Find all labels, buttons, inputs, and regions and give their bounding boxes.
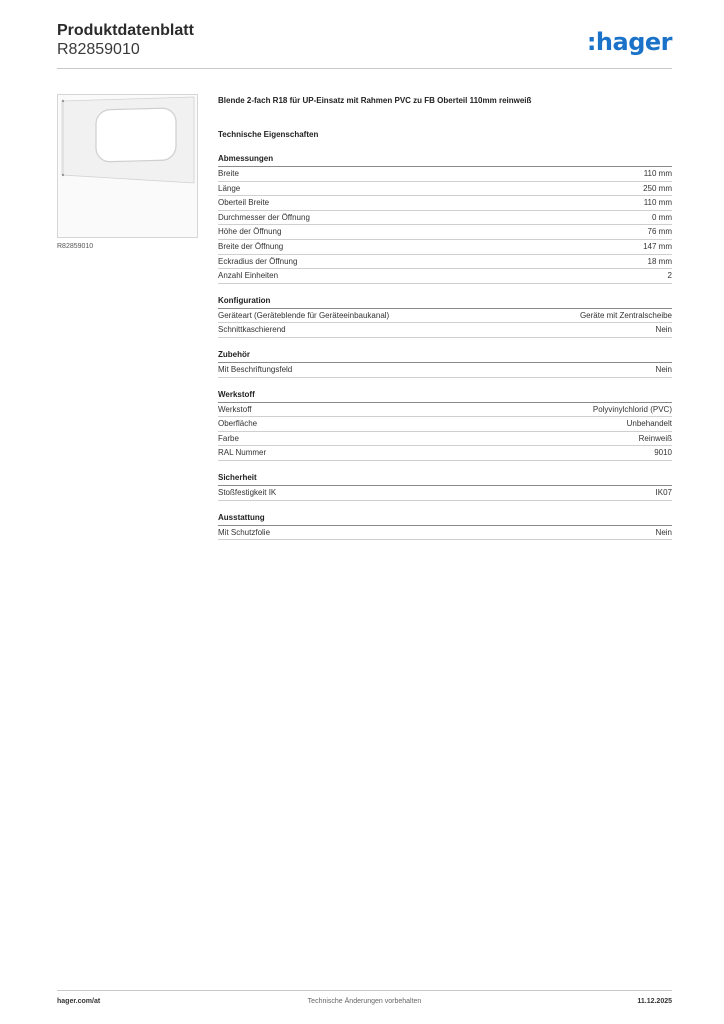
spec-section (218, 154, 672, 284)
spec-label: RAL Nummer (218, 448, 267, 458)
spec-label: Anzahl Einheiten (218, 271, 279, 281)
product-details (218, 96, 672, 540)
spec-row (218, 225, 672, 240)
spec-label: Farbe (218, 433, 239, 443)
page-title: Produktdatenblatt (57, 22, 194, 39)
spec-row (218, 182, 672, 197)
spec-row (218, 167, 672, 182)
section-title: Ausstattung (218, 513, 672, 526)
spec-row (218, 323, 672, 338)
section-title: Abmessungen (218, 154, 672, 167)
header-divider (57, 68, 672, 69)
footer-website: hager.com/at (57, 998, 101, 1005)
spec-label: Breite der Öffnung (218, 241, 284, 251)
spec-section (218, 473, 672, 501)
spec-section (218, 513, 672, 541)
spec-label: Werkstoff (218, 404, 252, 414)
spec-value: 18 mm (647, 256, 672, 266)
product-image (57, 94, 198, 238)
spec-row (218, 240, 672, 255)
spec-value: Nein (655, 325, 672, 335)
spec-value: 147 mm (643, 241, 672, 251)
section-title: Sicherheit (218, 473, 672, 486)
section-title: Konfiguration (218, 296, 672, 309)
spec-section (218, 296, 672, 338)
spec-row (218, 309, 672, 324)
hager-logo: :hager (586, 28, 672, 56)
cover-plate-icon (58, 95, 197, 237)
spec-value: Nein (655, 364, 672, 374)
spec-section (218, 390, 672, 461)
spec-label: Mit Schutzfolie (218, 527, 271, 537)
product-name: Blende 2-fach R18 für UP-Einsatz mit Rahmen PVC zu FB Oberteil 110mm reinweiß (218, 96, 532, 105)
spec-label: Stoßfestigkeit IK (218, 487, 277, 497)
spec-row (218, 446, 672, 461)
spec-row (218, 269, 672, 284)
article-number: R82859010 (57, 41, 140, 58)
section-title: Werkstoff (218, 390, 672, 403)
spec-value: Geräte mit Zentralscheibe (579, 310, 672, 320)
spec-row (218, 486, 672, 501)
spec-row (218, 211, 672, 226)
spec-value: 250 mm (643, 183, 672, 193)
footer-divider (57, 990, 672, 991)
spec-value: 0 mm (652, 212, 672, 222)
spec-label: Mit Beschriftungsfeld (218, 364, 293, 374)
spec-label: Länge (218, 183, 241, 193)
spec-label: Höhe der Öffnung (218, 227, 282, 237)
spec-value: 9010 (654, 448, 672, 458)
section-title: Zubehör (218, 350, 672, 363)
spec-label: Geräteart (Geräteblende für Geräteeinbaukanal) (218, 310, 390, 320)
page-header (57, 22, 672, 70)
spec-row (218, 417, 672, 432)
footer-date: 11.12.2025 (637, 998, 672, 1005)
spec-row (218, 196, 672, 211)
spec-row (218, 526, 672, 541)
spec-section (218, 350, 672, 378)
spec-value: 110 mm (643, 198, 672, 208)
spec-label: Schnittkaschierend (218, 325, 286, 335)
spec-label: Oberfläche (218, 419, 258, 429)
spec-sections (218, 154, 672, 540)
spec-row (218, 403, 672, 418)
footer-notice: Technische Änderungen vorbehalten (307, 998, 422, 1005)
spec-label: Durchmesser der Öffnung (218, 212, 310, 222)
spec-value: Unbehandelt (626, 419, 672, 429)
spec-value: Reinweiß (638, 433, 672, 443)
spec-value: IK07 (655, 487, 672, 497)
spec-label: Breite (218, 169, 239, 178)
tech-heading: Technische Eigenschaften (218, 130, 319, 139)
spec-value: 110 mm (643, 169, 672, 178)
spec-row (218, 432, 672, 447)
spec-label: Oberteil Breite (218, 198, 270, 208)
spec-value: 2 (667, 271, 672, 281)
spec-value: Nein (655, 527, 672, 537)
spec-value: Polyvinylchlorid (PVC) (592, 404, 672, 414)
spec-row (218, 255, 672, 270)
spec-label: Eckradius der Öffnung (218, 256, 298, 266)
image-caption: R82859010 (57, 243, 94, 250)
spec-value: 76 mm (647, 227, 672, 237)
spec-row (218, 363, 672, 378)
